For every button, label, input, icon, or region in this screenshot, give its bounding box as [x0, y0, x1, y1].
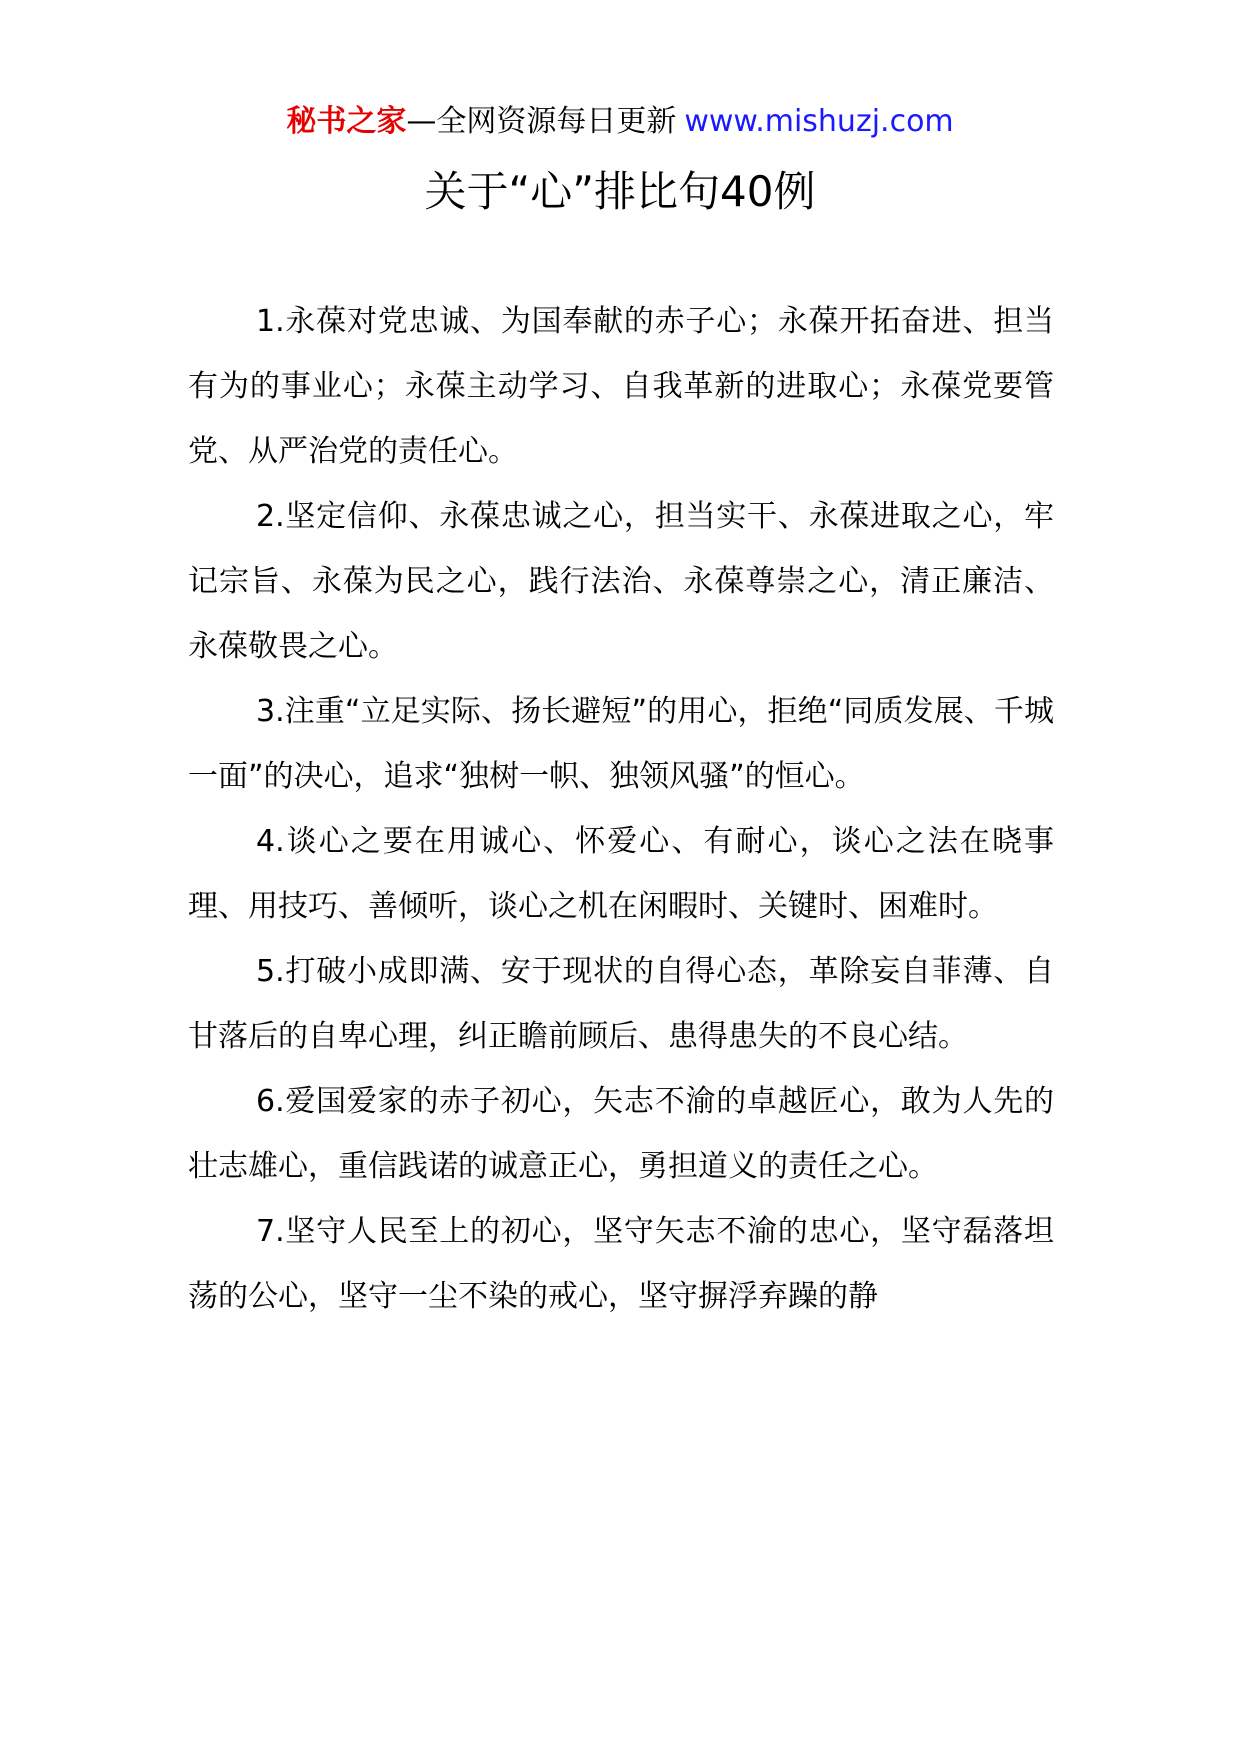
site-url[interactable]: www.mishuzj.com [684, 104, 954, 139]
document-title: 关于“心”排比句40例 [424, 167, 816, 216]
paragraph-6: 6.爱国爱家的赤子初心，矢志不渝的卓越匠心，敢为人先的壮志雄心，重信践诺的诚意正心，勇担道义的责任之心。 [188, 1084, 1054, 1184]
document-body [188, 289, 1054, 1329]
paragraph-1: 1.永葆对党忠诚、为国奉献的赤子心；永葆开拓奋进、担当有为的事业心；永葆主动学习、自我革新的进取心；永葆党要管党、从严治党的责任心。 [188, 304, 1054, 469]
site-header [0, 100, 1240, 144]
paragraph-5: 5.打破小成即满、安于现状的自得心态，革除妄自菲薄、自甘落后的自卑心理，纠正瞻前顾后、患得患失的不良心结。 [188, 954, 1054, 1054]
paragraph-3: 3.注重“立足实际、扬长避短”的用心，拒绝“同质发展、千城一面”的决心，追求“独树一帜、独领风骚”的恒心。 [188, 694, 1054, 794]
brand-name: 秘书之家 [286, 104, 407, 139]
header-slogan: —全网资源每日更新 [406, 104, 677, 139]
paragraph-4: 4.谈心之要在用诚心、怀爱心、有耐心，谈心之法在晓事理、用技巧、善倾听，谈心之机在闲暇时、关键时、困难时。 [188, 824, 1054, 924]
paragraph-2: 2.坚定信仰、永葆忠诚之心，担当实干、永葆进取之心，牢记宗旨、永葆为民之心，践行法治、永葆尊崇之心，清正廉洁、永葆敬畏之心。 [188, 499, 1054, 664]
paragraph-7: 7.坚守人民至上的初心，坚守矢志不渝的忠心，坚守磊落坦荡的公心，坚守一尘不染的戒心，坚守摒浮弃躁的静 [188, 1214, 1054, 1314]
